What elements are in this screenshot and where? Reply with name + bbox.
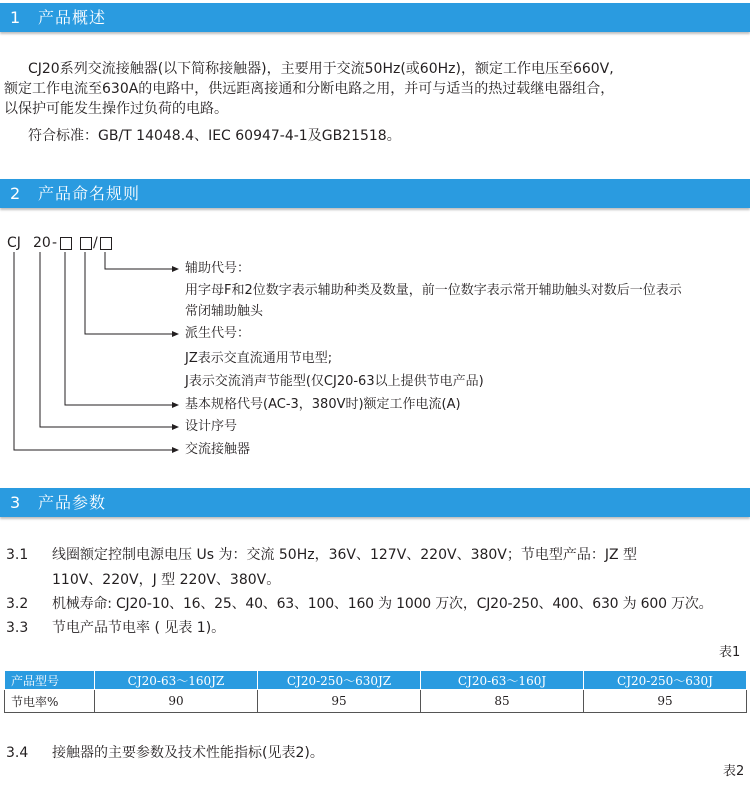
item-number: 3.4 [6,745,29,761]
col-header: CJ20-63～160J [421,671,584,690]
item-text: 机械寿命: CJ20-10、16、25、40、63、100、160 为 1000 万次，CJ20-250、400、630 为 600 万次。 [52,596,713,612]
item-number: 3.1 [6,547,29,563]
table-cell: 85 [421,690,584,713]
section-number: 3 [10,493,21,512]
code-slash: / [93,235,98,251]
item-text: 节电产品节电率 ( 见表 1)。 [52,620,226,636]
section-number: 1 [10,8,21,27]
table-cell: 95 [584,690,747,713]
section-number: 2 [10,184,21,203]
table-cell: 节电率% [5,690,95,713]
table2-label: 表2 [723,764,745,779]
table-cell: 95 [258,690,421,713]
standards-line: 符合标准：GB/T 14048.4、IEC 60947-4-1及GB21518。 [28,128,401,144]
section-title: 产品参数 [38,493,107,512]
label-j-desc: J表示交流消声节能型(仅CJ20-63以上提供节电产品) [185,374,484,389]
overview-line-2: 额定工作电流至630A的电路中，供远距离接通和分断电路之用，并可与适当的热过载继电器组合， [4,81,615,97]
savings-table [4,670,747,713]
label-derivative-code: 派生代号： [185,326,251,341]
label-aux-code: 辅助代号： [185,261,251,276]
code-series: 20 [33,235,51,251]
item-text: 线圈额定控制电源电压 Us 为：交流 50Hz，36V、127V、220V、380V；节电型产品：JZ 型 [52,547,638,563]
table-header-row [5,671,747,690]
label-rating-code: 基本规格代号(AC-3，380V时)额定工作电流(A) [185,397,461,412]
label-aux-desc-1: 用字母F和2位数字表示辅助种类及数量，前一位数字表示常开辅助触头对数后一位表示 [185,283,682,298]
item-text: 接触器的主要参数及技术性能指标(见表2)。 [52,745,324,761]
table-cell: 90 [95,690,258,713]
label-ac-contactor: 交流接触器 [185,442,251,457]
col-header: CJ20-250～630J [584,671,747,690]
label-aux-desc-2: 常闭辅助触头 [185,304,264,319]
col-header: CJ20-63～160JZ [95,671,258,690]
label-design-seq: 设计序号 [185,419,238,434]
item-text: 110V、220V，J 型 220V、380V。 [52,572,281,588]
item-number: 3.2 [6,596,29,612]
col-header: CJ20-250～630JZ [258,671,421,690]
code-prefix: CJ [7,235,21,251]
col-header: 产品型号 [5,671,95,690]
code-dash: - [52,235,58,251]
overview-line-1: CJ20系列交流接触器(以下简称接触器)，主要用于交流50Hz(或60Hz)，额定工作电压至660V, [28,61,614,77]
item-number: 3.3 [6,620,29,636]
label-jz-desc: JZ表示交直流通用节电型; [185,351,333,366]
section-title: 产品概述 [38,8,107,27]
table-row [5,690,747,713]
section-title: 产品命名规则 [38,184,141,203]
table1-label: 表1 [719,645,741,660]
overview-line-3: 以保护可能发生操作过负荷的电路。 [4,101,228,117]
section-header-parameters [0,488,750,517]
